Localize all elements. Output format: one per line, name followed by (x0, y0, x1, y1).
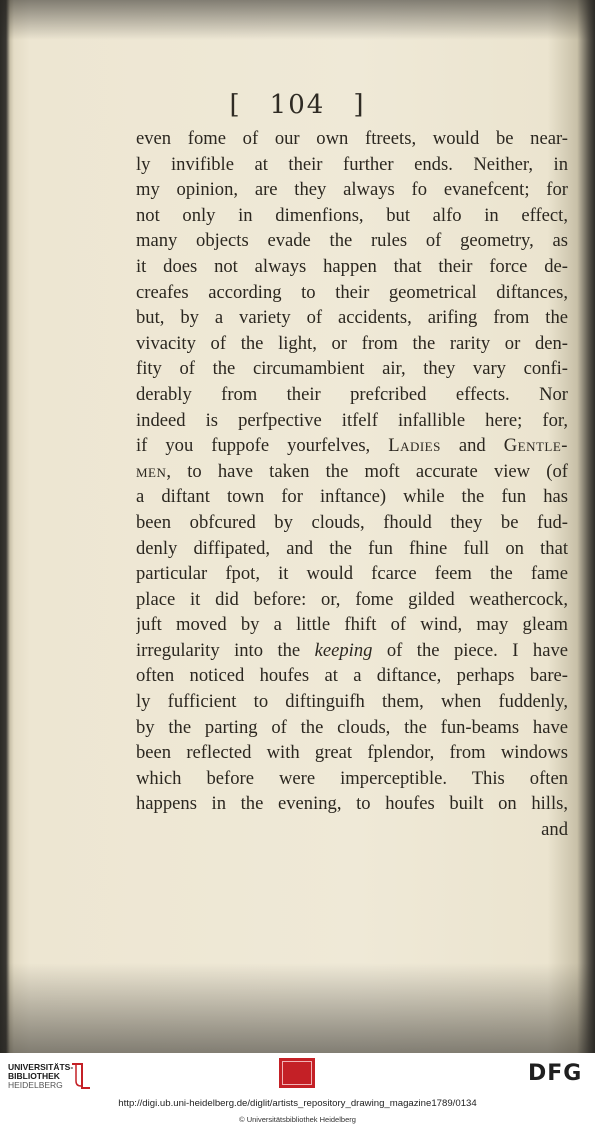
text-run: irregularity into the (136, 639, 315, 661)
library-emblem-icon (68, 1061, 94, 1091)
text-line: ly invifible at their further ends. Neither, in (136, 153, 568, 175)
dfg-logo[interactable]: DFG (528, 1061, 583, 1086)
text-line (136, 433, 568, 459)
text-line (136, 459, 568, 485)
text-run: and (440, 435, 504, 457)
text-line: happens in the evening, to houfes built on hills, (136, 793, 568, 815)
small-caps-gentlemen: Gentle- (503, 435, 568, 457)
text-line: indeed is perfpective itfelf infallible here; for, (136, 409, 568, 431)
text-line: creafes according to their geometrical diftances, (136, 281, 568, 303)
text-line: but, by a variety of accidents, arifing from the (136, 307, 568, 329)
text-line: particular fpot, it would fcarce feem the fame (136, 563, 568, 585)
library-name (8, 1063, 73, 1090)
text-line (136, 638, 568, 664)
small-caps-ladies: Ladies (388, 435, 441, 457)
text-run: if you fuppofe yourfelves, (136, 435, 389, 457)
text-line: place it did before: or, fome gilded weathercock, (136, 588, 568, 610)
heidelberg-seal-icon[interactable] (279, 1058, 315, 1088)
text-line: derably from their prefcribed effects. Nor (136, 383, 568, 405)
viewer-footer (0, 1053, 595, 1126)
text-line: many objects evade the rules of geometry, as (136, 230, 568, 252)
text-line: vivacity of the light, or from the rarity or den- (136, 332, 568, 354)
library-name-line: HEIDELBERG (8, 1080, 63, 1090)
text-line: not only in dimenfions, but alfo in effect, (136, 204, 568, 226)
text-line: it does not always happen that their force de- (136, 255, 568, 277)
text-line: been obfcured by clouds, fhould they be fud- (136, 511, 568, 533)
body-text (136, 126, 568, 843)
university-library-logo[interactable] (8, 1061, 118, 1095)
text-run: of the piece. I have (372, 639, 568, 661)
permalink-url[interactable]: http://digi.ub.uni-heidelberg.de/diglit/artists_repository_drawing_magazine1789/0134 (118, 1098, 477, 1109)
italic-keeping: keeping (314, 639, 373, 661)
library-name-line: BIBLIOTHEK (8, 1071, 60, 1081)
bracket-open: [ (229, 90, 242, 120)
text-line: been reflected with great fplendor, from windows (136, 742, 568, 764)
text-line: even fome of our own ftreets, would be near- (136, 128, 568, 149)
bracket-close: ] (353, 90, 366, 120)
catchword: and (541, 819, 568, 841)
page-number-header (0, 90, 595, 120)
library-name-line: UNIVERSITÄTS- (8, 1062, 74, 1072)
small-caps-men: men (136, 460, 167, 482)
text-line: a diftant town for inftance) while the fun has (136, 486, 568, 508)
text-line: my opinion, are they always fo evanefcent; for (136, 179, 568, 201)
text-line: often noticed houfes at a diftance, perhaps bare- (136, 665, 568, 687)
copyright-notice: © Universitätsbibliothek Heidelberg (239, 1115, 356, 1124)
text-line: which before were imperceptible. This often (136, 767, 568, 789)
page-number: 104 (269, 90, 326, 120)
text-line: fity of the circumambient air, they vary confi- (136, 358, 568, 380)
text-run: , to have taken the moft accurate view (of (166, 460, 568, 482)
text-line: ly fufficient to diftinguifh them, when fuddenly, (136, 691, 568, 713)
text-line: denly diffipated, and the fun fhine full on that (136, 537, 568, 559)
text-line: juft moved by a little fhift of wind, may gleam (136, 614, 568, 636)
text-line: by the parting of the clouds, the fun-beams have (136, 716, 568, 738)
